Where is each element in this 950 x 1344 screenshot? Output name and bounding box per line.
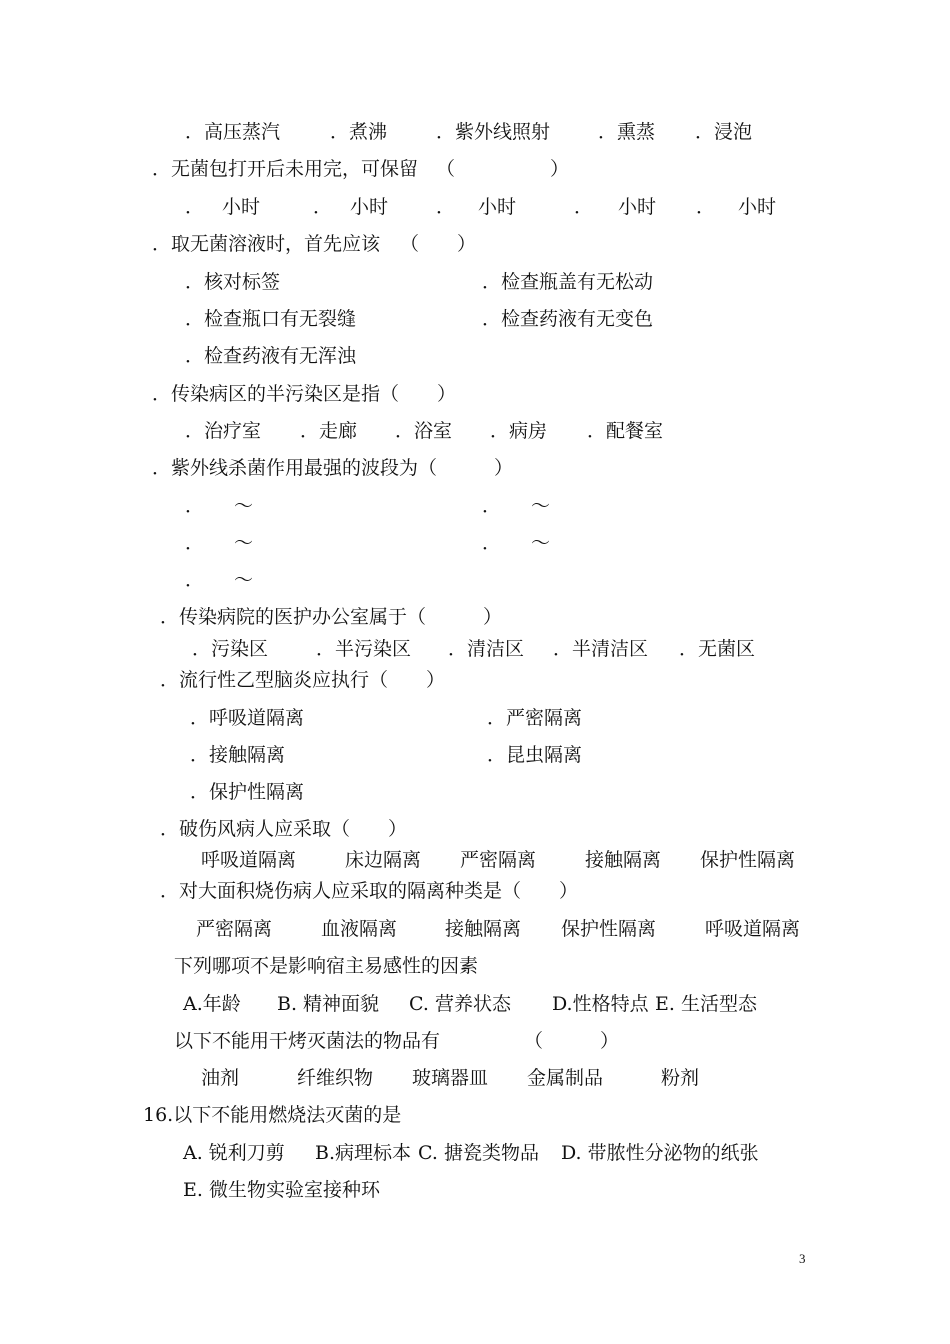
option: 纤维织物: [297, 1067, 374, 1089]
option: ．熏蒸: [598, 121, 656, 143]
option: B.病理标本: [315, 1142, 412, 1164]
option: D. 带脓性分泌物的纸张: [561, 1142, 759, 1164]
tilde: ～: [234, 532, 254, 554]
option: ．配餐室: [587, 420, 664, 442]
option: D.性格特点: [552, 993, 649, 1015]
option: 接触隔离: [585, 849, 662, 871]
question-stem: ．紫外线杀菌作用最强的波段为（ ）: [152, 457, 514, 479]
question-stem: 下列哪项不是影响宿主易感性的因素: [174, 955, 479, 977]
option: 小时: [738, 196, 777, 218]
option: 床边隔离: [345, 849, 422, 871]
tilde: ～: [531, 495, 551, 517]
option: E. 生活型态: [655, 993, 757, 1015]
question-stem: 16.以下不能用燃烧法灭菌的是: [143, 1104, 402, 1126]
option: 呼吸道隔离: [201, 849, 297, 871]
option-dot: ．: [696, 196, 716, 218]
option-dot: ．: [574, 196, 594, 218]
option: B. 精神面貌: [277, 993, 380, 1015]
option: ．治疗室: [185, 420, 262, 442]
option: E. 微生物实验室接种环: [183, 1179, 380, 1201]
page-number: 3: [799, 1251, 806, 1266]
option-dot: ．: [482, 532, 502, 554]
option: ．半清洁区: [553, 638, 649, 660]
option: 粉剂: [661, 1067, 700, 1089]
option: ．无菌区: [679, 638, 756, 660]
option: 小时: [618, 196, 657, 218]
question-stem: ．传染病区的半污染区是指（ ）: [152, 383, 457, 405]
option: A. 锐利刀剪: [183, 1142, 285, 1164]
option: 小时: [478, 196, 517, 218]
option-dot: ．: [313, 196, 333, 218]
answer-paren: （ ）: [524, 1030, 620, 1052]
option: 小时: [222, 196, 261, 218]
option: A.年龄: [183, 993, 241, 1015]
option: 玻璃器皿: [412, 1067, 489, 1089]
option: ．昆虫隔离: [487, 744, 583, 766]
option: ．保护性隔离: [190, 781, 305, 803]
answer-paren: （ ）: [400, 233, 477, 255]
option-dot: ．: [436, 196, 456, 218]
option: ．严密隔离: [487, 707, 583, 729]
option: 金属制品: [527, 1067, 604, 1089]
option: 严密隔离: [460, 849, 537, 871]
option: ．接触隔离: [190, 744, 286, 766]
option: C. 搪瓷类物品: [418, 1142, 539, 1164]
option: ．高压蒸汽: [185, 121, 281, 143]
option: 严密隔离: [196, 918, 273, 940]
answer-paren: （ ）: [436, 158, 570, 180]
option: ．清洁区: [448, 638, 525, 660]
option: ．检查瓶盖有无松动: [482, 271, 654, 293]
option: 保护性隔离: [561, 918, 657, 940]
question-stem: ．传染病院的医护办公室属于（ ）: [160, 606, 503, 628]
option: 呼吸道隔离: [705, 918, 801, 940]
question-stem: 以下不能用干烤灭菌法的物品有: [174, 1030, 441, 1052]
option: ．病房: [490, 420, 548, 442]
option-dot: ．: [185, 532, 205, 554]
option: ．浴室: [395, 420, 453, 442]
option: ．走廊: [300, 420, 358, 442]
tilde: ～: [531, 532, 551, 554]
question-stem: ．破伤风病人应采取（ ）: [160, 818, 408, 840]
option: 油剂: [201, 1067, 240, 1089]
option: ．煮沸: [330, 121, 388, 143]
option: ．浸泡: [695, 121, 753, 143]
option: ．污染区: [192, 638, 269, 660]
question-stem: ．流行性乙型脑炎应执行（ ）: [160, 669, 446, 691]
tilde: ～: [234, 495, 254, 517]
option: ．半污染区: [316, 638, 412, 660]
option: 血液隔离: [321, 918, 398, 940]
option: ．呼吸道隔离: [190, 707, 305, 729]
option-dot: ．: [185, 196, 205, 218]
tilde: ～: [234, 569, 254, 591]
option: ．检查药液有无变色: [482, 308, 654, 330]
option: ．紫外线照射: [436, 121, 551, 143]
option: ．核对标签: [185, 271, 281, 293]
option: 小时: [350, 196, 389, 218]
question-stem: ．取无菌溶液时，首先应该: [152, 233, 381, 255]
option: 保护性隔离: [700, 849, 796, 871]
option: ．检查药液有无浑浊: [185, 345, 357, 367]
option: C. 营养状态: [409, 993, 511, 1015]
question-stem: ．无菌包打开后未用完，可保留: [152, 158, 419, 180]
option: ．检查瓶口有无裂缝: [185, 308, 357, 330]
question-stem: ．对大面积烧伤病人应采取的隔离种类是（ ）: [160, 880, 579, 902]
option-dot: ．: [482, 495, 502, 517]
option-dot: ．: [185, 495, 205, 517]
option-dot: ．: [185, 569, 205, 591]
option: 接触隔离: [445, 918, 522, 940]
